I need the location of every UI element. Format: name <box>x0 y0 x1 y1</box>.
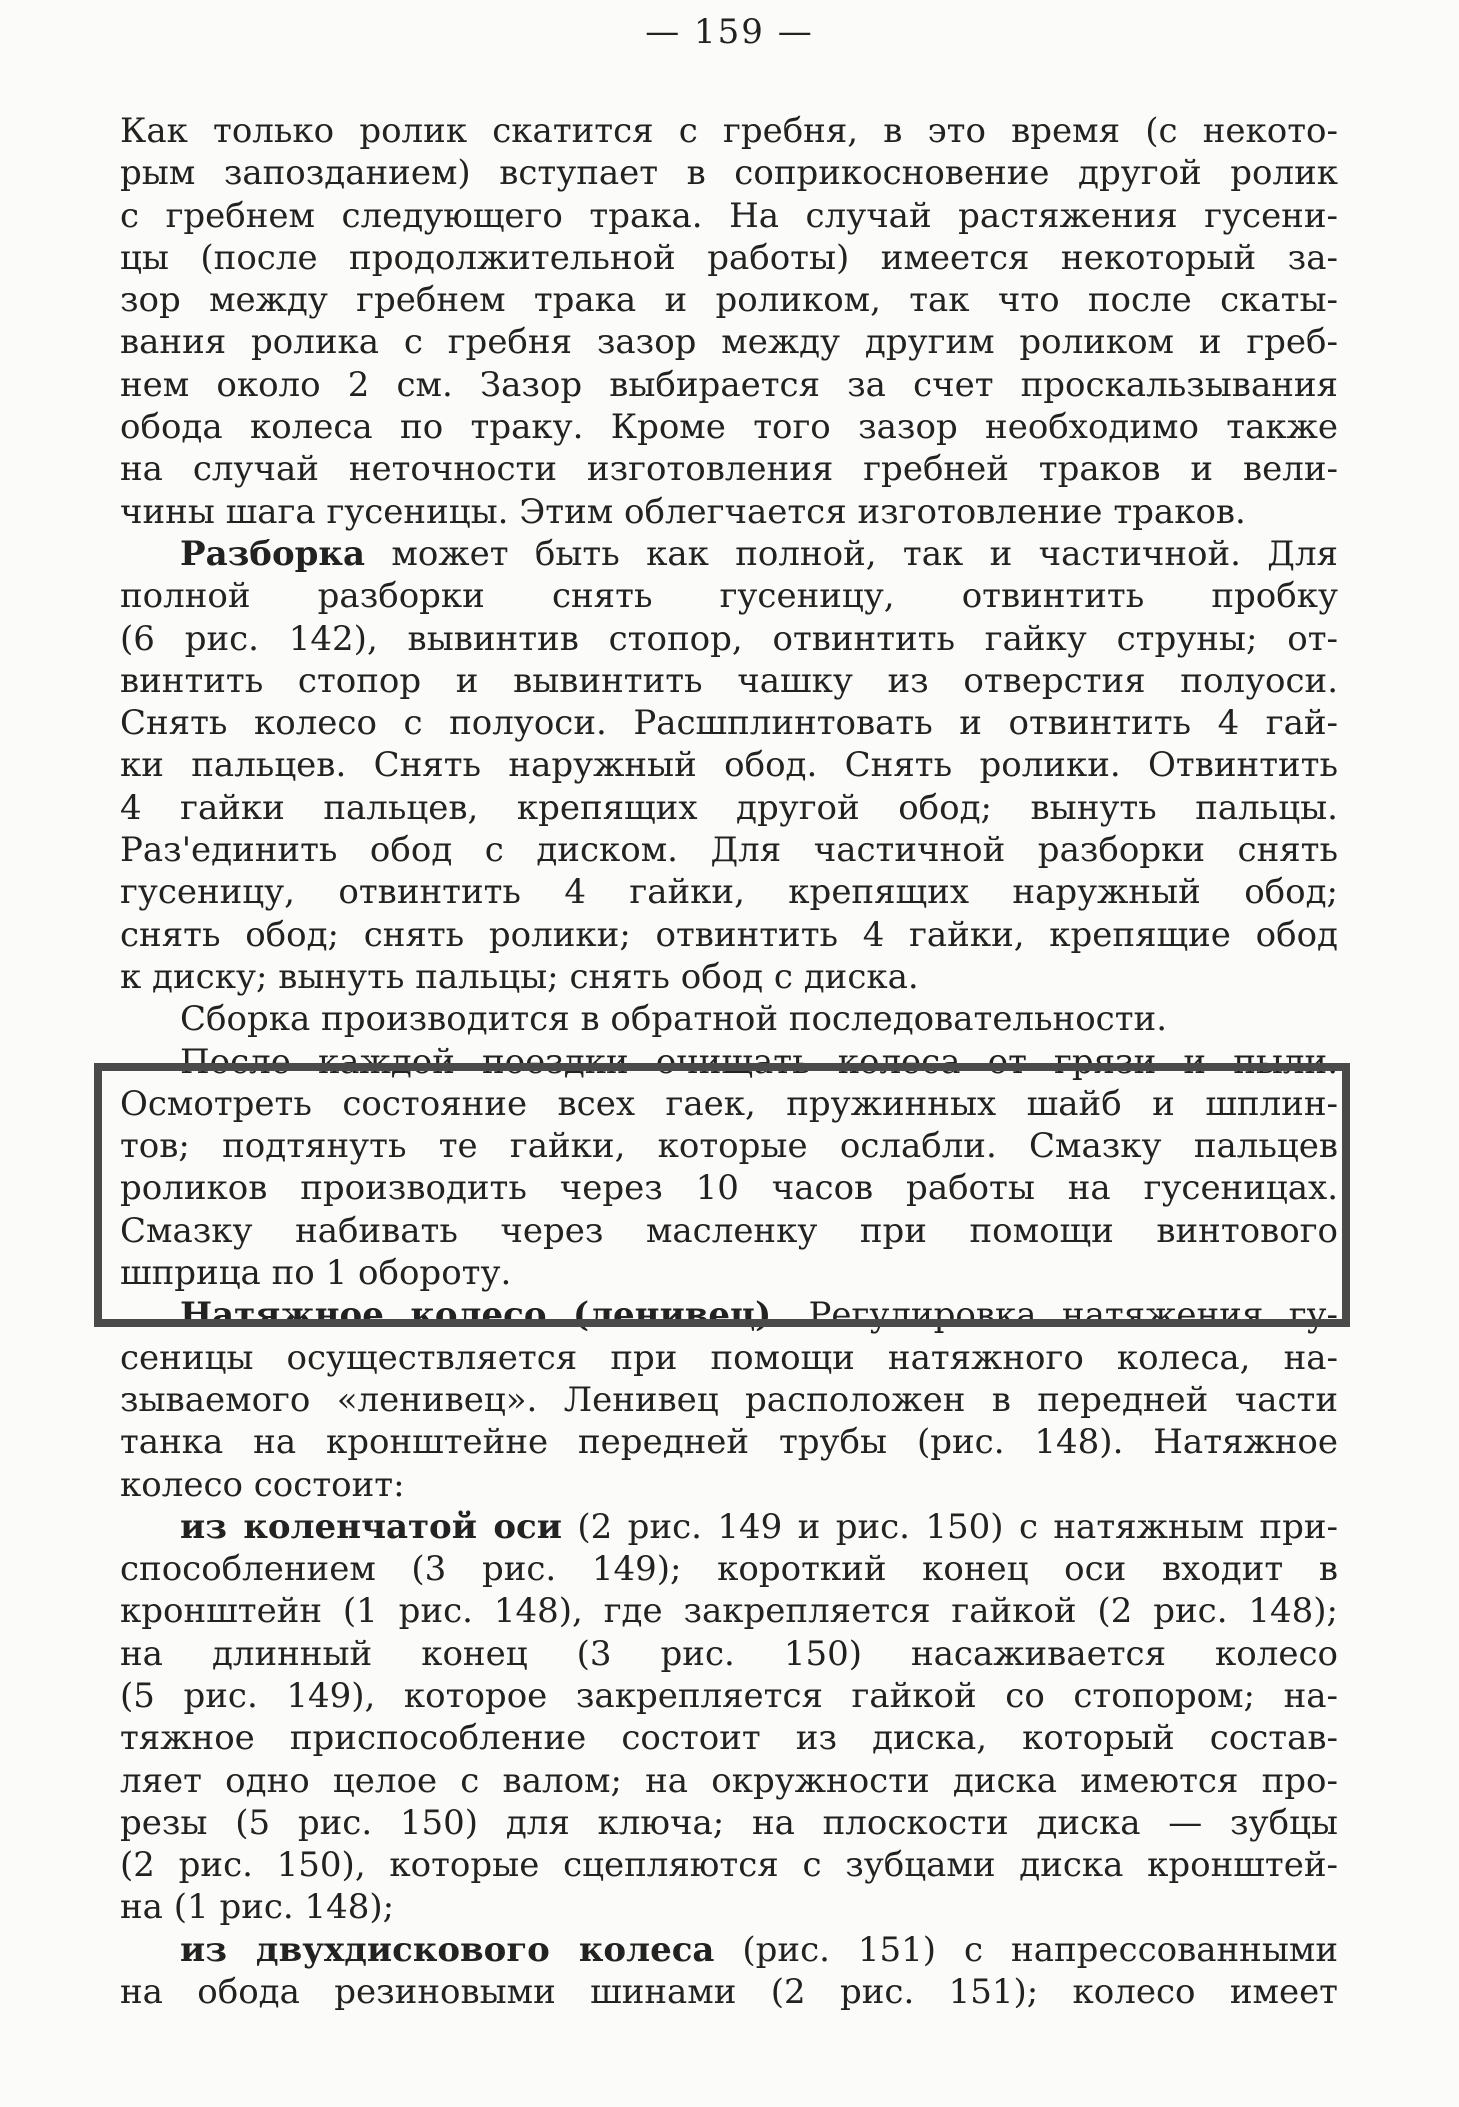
text-line <box>120 364 1338 406</box>
page-number: — 159 — <box>645 12 814 52</box>
text-line <box>120 279 1338 321</box>
text-line <box>120 195 1338 237</box>
line-text: После каждой поездки очищать колеса от грязи и пыли. <box>180 1041 1338 1082</box>
line-text: вания ролика с гребня зазор между другим роликом и греб- <box>120 322 1338 363</box>
line-text: обода колеса по траку. Кроме того зазор необходимо также <box>120 407 1338 448</box>
text-line <box>120 533 1338 575</box>
line-text: колесо состоит: <box>120 1464 405 1505</box>
text-line <box>120 237 1338 279</box>
text-line <box>120 956 1338 998</box>
text-line <box>120 448 1338 490</box>
text-line <box>120 1421 1338 1463</box>
line-text: (2 рис. 150), которые сцепляются с зубцами диска кронштей- <box>120 1845 1338 1886</box>
bold-term: из коленчатой оси <box>180 1506 562 1547</box>
text-line <box>120 1548 1338 1590</box>
text-line <box>120 618 1338 660</box>
line-text: на обода резиновыми шинами (2 рис. 151); колесо имеет <box>120 1972 1338 2013</box>
line-text: зываемого «ленивец». Ленивец расположен в передней части <box>120 1379 1338 1420</box>
line-text: ки пальцев. Снять наружный обод. Снять ролики. Отвинтить <box>120 745 1338 786</box>
text-line <box>120 491 1338 533</box>
line-text: (6 рис. 142), вывинтив стопор, отвинтить гайку струны; от- <box>120 618 1338 659</box>
text-line <box>120 871 1338 913</box>
text-line <box>120 1886 1338 1928</box>
bold-term: из двухдискового колеса <box>180 1929 715 1970</box>
line-text: с гребнем следующего трака. На случай растяжения гусени- <box>120 195 1338 236</box>
bold-term: Натяжное колесо (ленивец). <box>180 1295 784 1336</box>
line-text: резы (5 рис. 150) для ключа; на плоскости диска — зубцы <box>120 1802 1338 1843</box>
line-text: Осмотреть состояние всех гаек, пружинных шайб и шплин- <box>120 1083 1338 1124</box>
text-line <box>120 1633 1338 1675</box>
line-text: тяжное приспособление состоит из диска, который состав- <box>120 1718 1338 1759</box>
line-text: ляет одно целое с валом; на окружности диска имеются про- <box>120 1760 1338 1801</box>
text-line <box>120 321 1338 363</box>
text-line <box>120 1675 1338 1717</box>
text-line <box>120 1379 1338 1421</box>
line-text: зор между гребнем трака и роликом, так что после скаты- <box>120 280 1338 321</box>
line-text: (5 рис. 149), которое закрепляется гайкой со стопором; на- <box>120 1675 1338 1716</box>
text-line <box>120 998 1338 1040</box>
line-text: на длинный конец (3 рис. 150) насаживается колесо <box>120 1633 1338 1674</box>
line-text: 4 гайки пальцев, крепящих другой обод; вынуть пальцы. <box>120 787 1338 828</box>
text-line <box>120 575 1338 617</box>
text-line <box>120 1337 1338 1379</box>
line-text: Смазку набивать через масленку при помощи винтового <box>120 1210 1338 1251</box>
text-line <box>120 1590 1338 1632</box>
line-text: чины шага гусеницы. Этим облегчается изготовление траков. <box>120 491 1246 532</box>
line-text: тов; подтянуть те гайки, которые ослабли. Смазку пальцев <box>120 1126 1338 1167</box>
line-text: сеницы осуществляется при помощи натяжного колеса, на- <box>120 1337 1338 1378</box>
text-line <box>120 1802 1338 1844</box>
text-line <box>120 110 1338 152</box>
line-text: способлением (3 рис. 149); короткий конец оси входит в <box>120 1549 1338 1590</box>
text-line <box>120 914 1338 956</box>
line-text: на случай неточности изготовления гребней траков и вели- <box>120 449 1338 490</box>
text-line <box>120 152 1338 194</box>
body-text <box>120 110 1338 2013</box>
line-text: рым запозданием) вступает в соприкосновение другой ролик <box>120 153 1338 194</box>
line-text: танка на кронштейне передней трубы (рис. 148). Натяжное <box>120 1422 1338 1463</box>
text-line <box>120 1844 1338 1886</box>
text-line <box>120 744 1338 786</box>
line-text: Регулировка натяжения гу- <box>783 1295 1338 1336</box>
line-text: на (1 рис. 148); <box>120 1887 395 1928</box>
line-text: нем около 2 см. Зазор выбирается за счет проскальзывания <box>120 364 1338 405</box>
text-line <box>120 1971 1338 2013</box>
bold-term: Разборка <box>180 533 366 574</box>
line-text: шприца по 1 обороту. <box>120 1253 512 1294</box>
text-line <box>120 1506 1338 1548</box>
line-text: Снять колесо с полуоси. Расшплинтовать и отвинтить 4 гай- <box>120 703 1338 744</box>
line-text: Раз'единить обод с диском. Для частичной разборки снять <box>120 830 1338 871</box>
highlight-box <box>94 1063 1350 1327</box>
text-line <box>120 1717 1338 1759</box>
line-text: (2 рис. 149 и рис. 150) с натяжным при- <box>561 1506 1338 1547</box>
line-text: цы (после продолжительной работы) имеется некоторый за- <box>120 237 1338 278</box>
line-text: полной разборки снять гусеницу, отвинтить пробку <box>120 576 1338 617</box>
text-line <box>120 787 1338 829</box>
text-line <box>120 1464 1338 1506</box>
text-line <box>120 660 1338 702</box>
text-line <box>120 829 1338 871</box>
line-text: роликов производить через 10 часов работы на гусеницах. <box>120 1168 1338 1209</box>
line-text: винтить стопор и вывинтить чашку из отверстия полуоси. <box>120 660 1338 701</box>
text-line <box>120 1929 1338 1971</box>
text-line <box>120 702 1338 744</box>
line-text: Сборка производится в обратной последовательности. <box>180 999 1167 1040</box>
line-text: кронштейн (1 рис. 148), где закрепляется гайкой (2 рис. 148); <box>120 1591 1338 1632</box>
text-line <box>120 1760 1338 1802</box>
line-text: к диску; вынуть пальцы; снять обод с диска. <box>120 956 919 997</box>
line-text: снять обод; снять ролики; отвинтить 4 гайки, крепящие обод <box>120 914 1338 955</box>
line-text: гусеницу, отвинтить 4 гайки, крепящих наружный обод; <box>120 872 1338 913</box>
line-text: Как только ролик скатится с гребня, в это время (с некото- <box>120 111 1338 151</box>
text-line <box>120 406 1338 448</box>
line-text: (рис. 151) с напрессованными <box>714 1929 1338 1970</box>
line-text: может быть как полной, так и частичной. Для <box>365 533 1338 574</box>
